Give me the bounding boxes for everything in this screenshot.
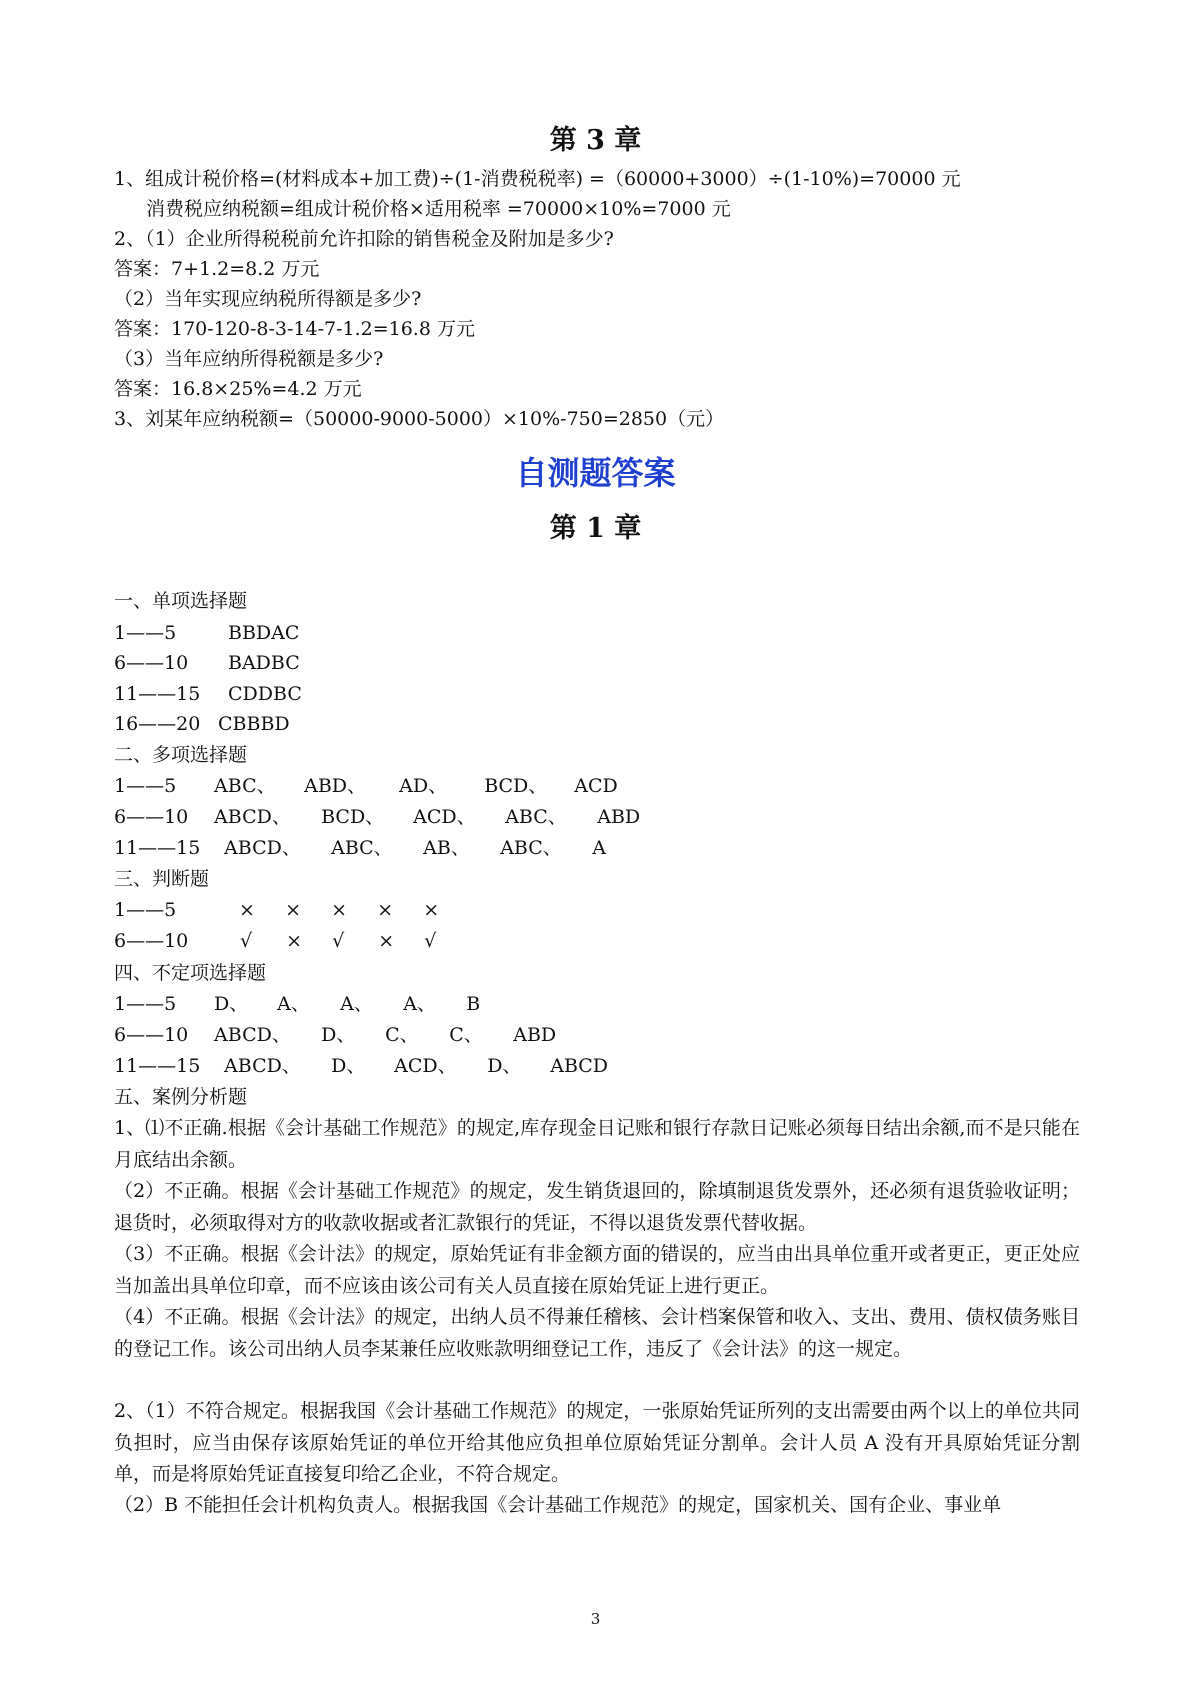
answer-row: [114, 681, 302, 707]
ch3-line-6: 答案：170-120-8-3-14-7-1.2=16.8 万元: [114, 318, 475, 340]
answer-item: √: [424, 930, 437, 952]
answer-item: ABCD、: [214, 1024, 291, 1046]
case-1-paragraph-2: （2）不正确。根据《会计基础工作规范》的规定，发生销货退回的，除填制退货发票外，还必须有退货验收证明；退货时，必须取得对方的收款收据或者汇款银行的凭证，不得以退货发票代替收据。: [114, 1180, 1080, 1234]
answer-row: [114, 1053, 608, 1079]
section-single-choice-heading: 一、单项选择题: [114, 590, 248, 612]
answer-range: 6——10: [114, 930, 189, 952]
answer-values: CDDBC: [228, 683, 302, 705]
answer-item: √: [240, 930, 253, 952]
answer-row: [114, 620, 299, 646]
answer-item: A、: [277, 993, 310, 1015]
answer-row: [114, 835, 606, 861]
answer-item: BCD、: [321, 806, 385, 828]
answer-item: ABCD: [550, 1055, 609, 1077]
answer-item: D、: [331, 1055, 366, 1077]
answer-item: ACD、: [394, 1055, 457, 1077]
answer-row: [114, 804, 640, 830]
answer-row: [114, 650, 300, 676]
answer-item: ABCD、: [224, 1055, 301, 1077]
case-1-paragraph-3: （3）不正确。根据《会计法》的规定，原始凭证有非金额方面的错误的，应当由出具单位重开或者更正，更正处应当加盖出具单位印章，而不应该由该公司有关人员直接在原始凭证上进行更正。: [114, 1243, 1080, 1297]
answer-item: C、: [385, 1024, 419, 1046]
ch3-line-5: （2）当年实现应纳税所得额是多少?: [114, 288, 422, 310]
answer-item: A、: [403, 993, 436, 1015]
answer-item: ×: [378, 930, 395, 952]
answer-item: D、: [321, 1024, 356, 1046]
answer-range: 6——10: [114, 806, 189, 828]
answer-values: BBDAC: [228, 622, 300, 644]
answer-item: ABD: [513, 1024, 557, 1046]
ch3-line-9: 3、刘某年应纳税额=（50000-9000-5000）×10%-750=2850（元）: [114, 408, 725, 430]
answer-range: 11——15: [114, 1055, 201, 1077]
answer-row: [114, 1022, 556, 1048]
answer-item: C、: [449, 1024, 483, 1046]
answer-item: ×: [286, 930, 303, 952]
answer-item: ×: [377, 899, 394, 921]
answer-range: 16——20: [114, 713, 201, 735]
ch3-line-2: 消费税应纳税额=组成计税价格×适用税率 =70000×10%=7000 元: [146, 198, 731, 220]
answer-item: B: [466, 993, 481, 1015]
case-2-paragraph-2: （2）B 不能担任会计机构负责人。根据我国《会计基础工作规范》的规定，国家机关、国有企业、事业单: [114, 1494, 1002, 1516]
answer-item: ×: [331, 899, 348, 921]
answer-item: D、: [487, 1055, 522, 1077]
answer-range: 1——5: [114, 993, 177, 1015]
answer-item: ABC、: [214, 775, 276, 797]
answer-item: √: [332, 930, 345, 952]
ch3-line-1: 1、组成计税价格=(材料成本+加工费)÷(1-消费税税率) =（60000+3000）÷(1-10%)=70000 元: [114, 168, 961, 190]
answer-range: 6——10: [114, 1024, 189, 1046]
answer-item: ACD、: [413, 806, 476, 828]
answer-item: ABCD、: [224, 837, 301, 859]
answer-item: AD、: [399, 775, 448, 797]
answer-item: D、: [214, 993, 249, 1015]
chapter-1-title: 第 1 章: [549, 513, 642, 544]
chapter-3-title: 第 3 章: [549, 125, 642, 156]
case-1-paragraph-4: （4）不正确。根据《会计法》的规定，出纳人员不得兼任稽核、会计档案保管和收入、支出、费用、债权债务账目的登记工作。该公司出纳人员李某兼任应收账款明细登记工作，违反了《会计法》的这一规定。: [114, 1306, 1080, 1360]
answer-range: 1——5: [114, 622, 177, 644]
answer-item: ×: [285, 899, 302, 921]
answer-item: ×: [423, 899, 440, 921]
answer-item: AB、: [423, 837, 470, 859]
answer-item: ACD: [574, 775, 618, 797]
section-case-analysis-heading: 五、案例分析题: [114, 1086, 248, 1108]
ch3-line-8: 答案：16.8×25%=4.2 万元: [114, 378, 362, 400]
section-true-false-heading: 三、判断题: [114, 868, 210, 890]
case-1-paragraph-1: 1、⑴不正确.根据《会计基础工作规范》的规定,库存现金日记账和银行存款日记账必须每日结出余额,而不是只能在月底结出余额。: [114, 1117, 1080, 1171]
answer-row: [114, 897, 439, 923]
answer-row: [114, 991, 480, 1017]
section-indefinite-choice-heading: 四、不定项选择题: [114, 962, 267, 984]
answer-item: ABC、: [331, 837, 393, 859]
ch3-line-7: （3）当年应纳所得税额是多少?: [114, 348, 384, 370]
answer-range: 11——15: [114, 837, 201, 859]
ch3-line-4: 答案：7+1.2=8.2 万元: [114, 258, 320, 280]
ch3-line-3: 2、（1）企业所得税税前允许扣除的销售税金及附加是多少?: [114, 228, 614, 250]
answer-item: ABD、: [304, 775, 367, 797]
answer-item: ABD: [597, 806, 641, 828]
answer-item: BCD、: [484, 775, 548, 797]
answer-values: BADBC: [228, 652, 300, 674]
answer-item: A: [592, 837, 606, 859]
answer-row: [114, 773, 618, 799]
answer-row: [114, 711, 290, 737]
answer-range: 6——10: [114, 652, 189, 674]
answer-item: ABC、: [500, 837, 562, 859]
answer-item: A、: [340, 993, 373, 1015]
answer-item: ABC、: [505, 806, 567, 828]
answer-values: CBBBD: [218, 713, 290, 735]
page-number: 3: [590, 1610, 601, 1628]
answer-row: [114, 928, 436, 954]
answer-item: ×: [239, 899, 255, 921]
answer-item: ABCD、: [214, 806, 291, 828]
section-multi-choice-heading: 二、多项选择题: [114, 744, 248, 766]
answer-range: 1——5: [114, 775, 177, 797]
answer-range: 1——5: [114, 899, 177, 921]
main-title: 自测题答案: [515, 454, 676, 492]
case-2-paragraph-1: 2、（1）不符合规定。根据我国《会计基础工作规范》的规定，一张原始凭证所列的支出需要由两个以上的单位共同负担时，应当由保存该原始凭证的单位开给其他应负担单位原始凭证分割单。会计人员 A 没有开具原始凭证分割单，而是将原始凭证直接复印给乙企业，不符合规定。: [114, 1400, 1080, 1485]
answer-range: 11——15: [114, 683, 201, 705]
